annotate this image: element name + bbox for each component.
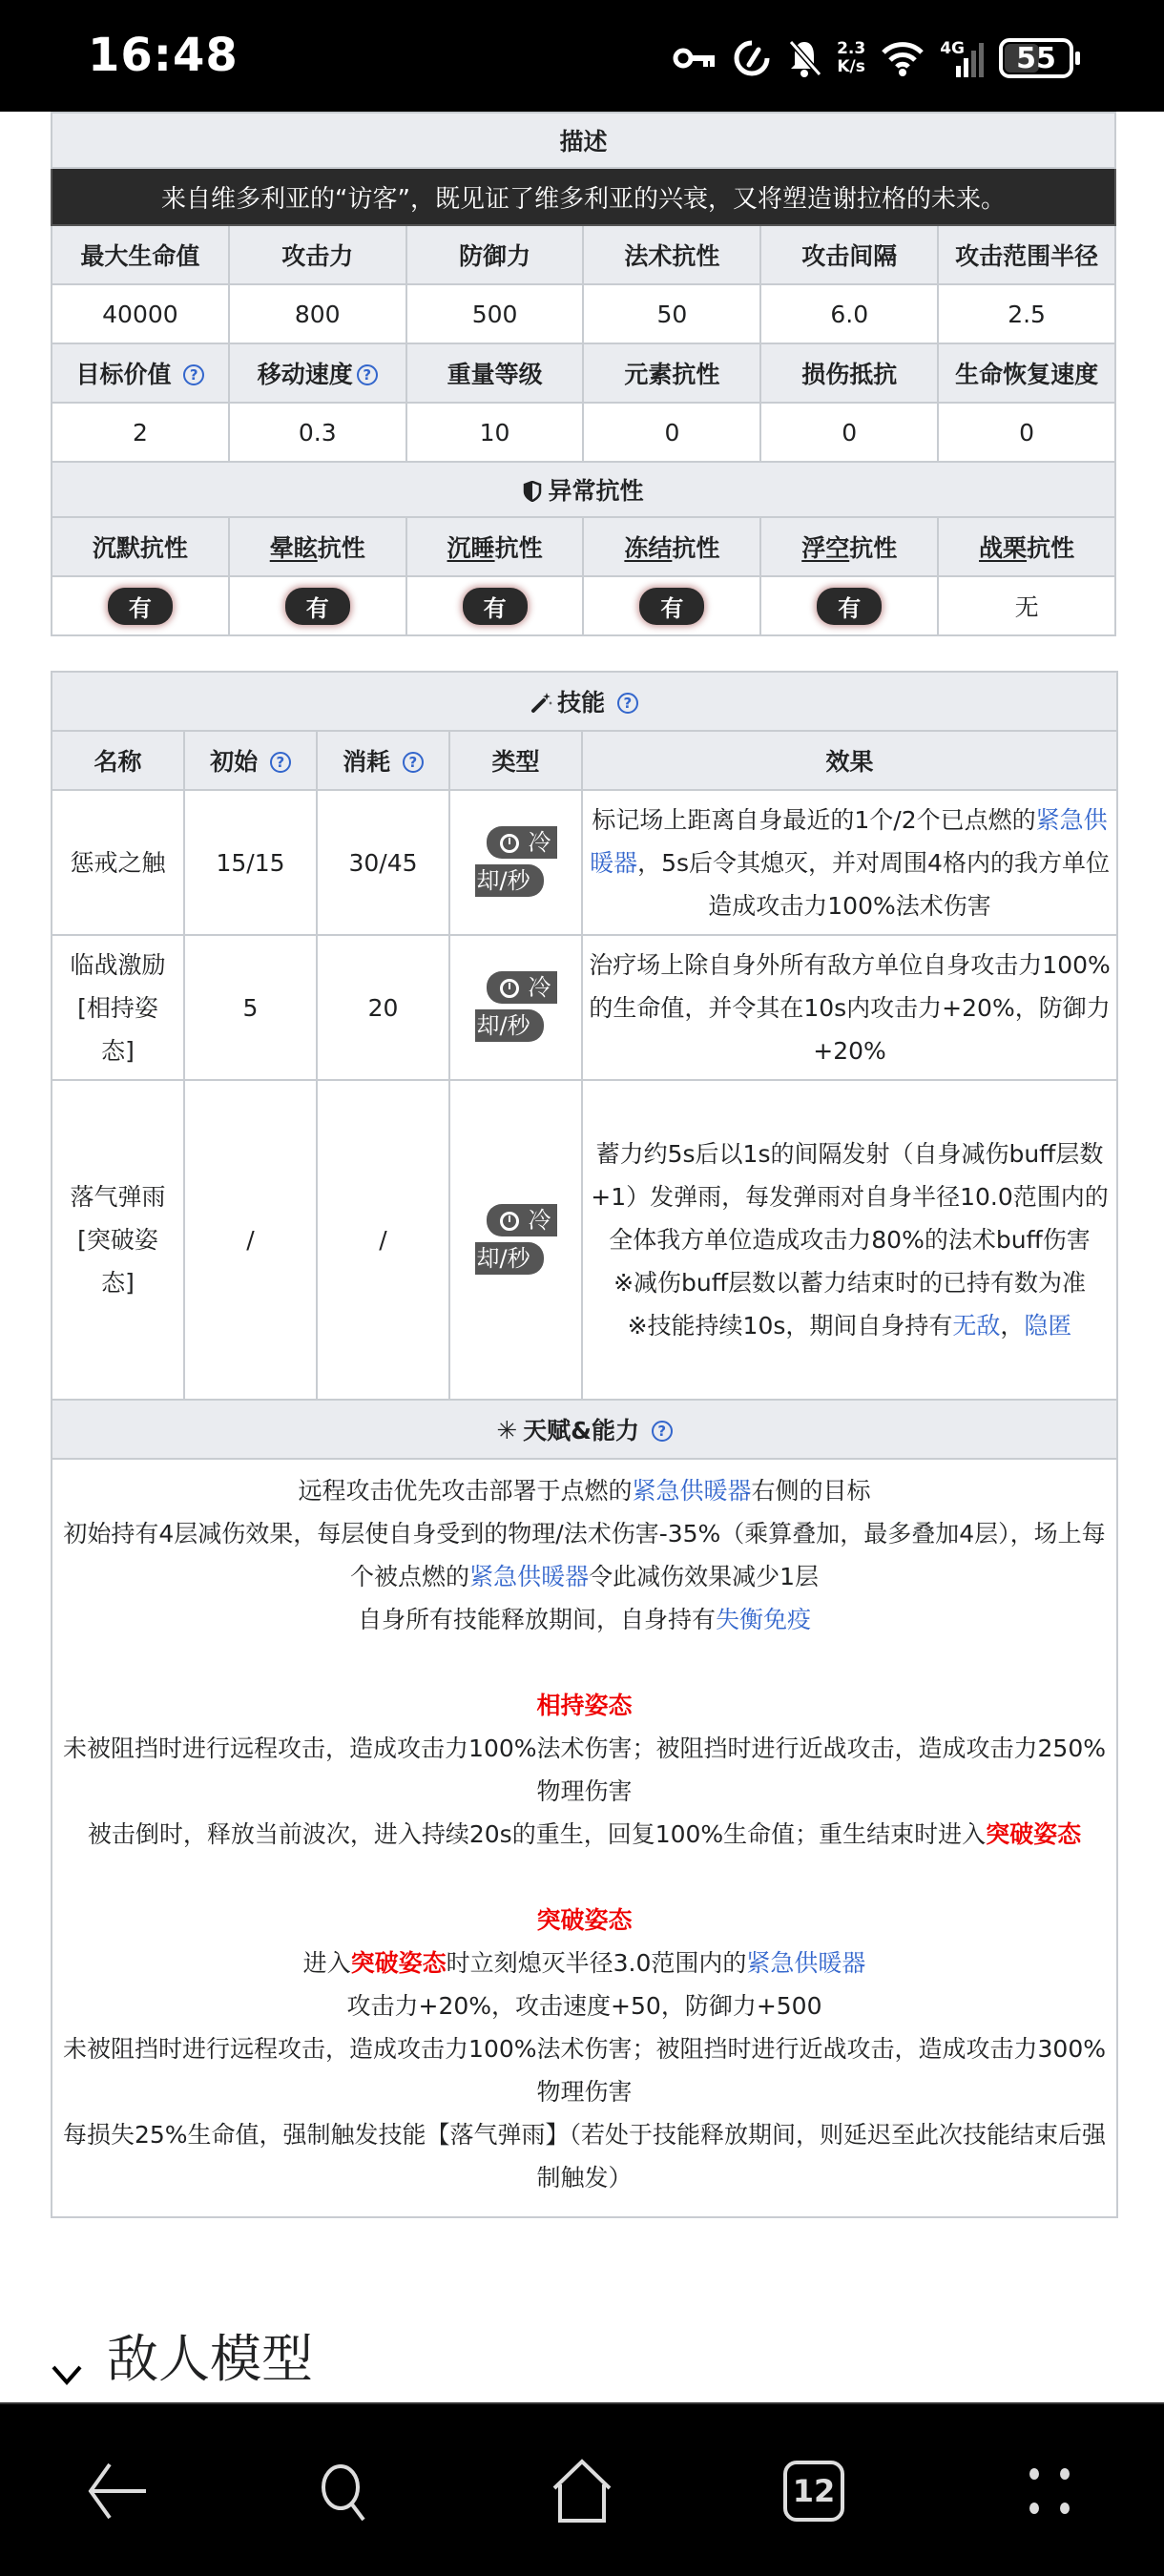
help-icon[interactable]: ? (357, 364, 378, 385)
skill-effect: 治疗场上除自身外所有敌方单位自身攻击力100%的生命值，并令其在10s内攻击力+20%，防御力+20% (582, 935, 1117, 1080)
table-row (52, 1080, 1117, 1400)
resist-header-freeze: 冻结抗性 (583, 517, 760, 576)
shield-icon (523, 481, 542, 502)
table-row (52, 935, 1117, 1080)
stat-value: 2 (52, 403, 229, 462)
help-icon[interactable]: ? (270, 752, 291, 773)
help-icon[interactable]: ? (403, 752, 424, 773)
stat-value: 800 (229, 284, 406, 343)
clock-icon (500, 1212, 519, 1231)
skill-type-badge: 冷 却/秒 (475, 968, 557, 1045)
clock: 16:48 (88, 29, 239, 82)
skill-name: 惩戒之触 (52, 790, 184, 935)
tabs-icon: 12 (783, 2461, 844, 2522)
column-header-initial: 初始 ? (184, 731, 317, 790)
section-enemy-model[interactable] (48, 2318, 313, 2392)
back-button[interactable] (78, 2458, 155, 2524)
skill-type-badge: 冷 却/秒 (475, 823, 557, 900)
stat-value: 40000 (52, 284, 229, 343)
stat-header: 生命恢复速度 (938, 343, 1115, 403)
search-button[interactable] (308, 2458, 385, 2524)
stance-title: 突破姿态 (536, 1906, 633, 1934)
net-speed: 2.3 K/s (837, 39, 866, 76)
status-bar (0, 0, 1164, 112)
column-header-cost: 消耗 ? (317, 731, 449, 790)
help-icon[interactable]: ? (652, 1421, 673, 1442)
skill-initial: / (184, 1080, 317, 1400)
stat-value: 0 (760, 403, 938, 462)
description-text: 来自维多利亚的“访客”，既见证了维多利亚的兴衰，又将塑造谢拉格的未来。 (52, 168, 1115, 225)
page-content (0, 112, 1164, 2218)
resist-header-stun: 晕眩抗性 (229, 517, 406, 576)
help-icon[interactable]: ? (183, 364, 204, 385)
stat-header: 元素抗性 (583, 343, 760, 403)
stat-header: 移动速度 ? (229, 343, 406, 403)
talents-header: ✳ 天赋&能力 ? (52, 1400, 1117, 1459)
home-icon (549, 2458, 615, 2524)
skill-cost: 30/45 (317, 790, 449, 935)
column-header-effect: 效果 (582, 731, 1117, 790)
data-saver-icon (732, 38, 772, 78)
table-row (52, 790, 1117, 935)
menu-dots-icon (1021, 2462, 1078, 2520)
resist-header-silence: 沉默抗性 (52, 517, 229, 576)
resist-badge: 有 (108, 588, 173, 625)
help-icon[interactable]: ? (617, 693, 638, 714)
skill-name: 临战激励[相持姿态] (52, 935, 184, 1080)
stat-value: 0 (938, 403, 1115, 462)
chevron-down-icon[interactable] (48, 2354, 86, 2392)
stat-header: 攻击力 (229, 225, 406, 284)
stealth-link[interactable]: 隐匿 (1024, 1312, 1072, 1340)
menu-button[interactable] (1011, 2458, 1088, 2524)
levitate-link[interactable]: 浮空 (801, 534, 850, 562)
fear-link[interactable]: 战栗 (979, 534, 1028, 562)
emergency-heater-link[interactable]: 紧急供暖器 (590, 805, 1108, 877)
asterisk-icon: ✳ (496, 1417, 518, 1445)
resist-badge: 有 (639, 588, 704, 625)
section-title: 敌人模型 (107, 2329, 313, 2389)
stats-table (51, 112, 1116, 636)
back-icon (83, 2461, 150, 2522)
skill-type-badge: 冷 却/秒 (475, 1201, 557, 1278)
signal-icon: 4G (940, 39, 984, 77)
search-icon (318, 2461, 375, 2522)
skill-name: 落气弹雨[突破姿态] (52, 1080, 184, 1400)
column-header-type: 类型 (449, 731, 582, 790)
stat-header: 防御力 (406, 225, 584, 284)
status-icons (673, 34, 1073, 82)
resist-header-levitate: 浮空抗性 (760, 517, 938, 576)
stat-value: 10 (406, 403, 584, 462)
stat-header: 损伤抵抗 (760, 343, 938, 403)
stat-value: 0.3 (229, 403, 406, 462)
stat-value: 2.5 (938, 284, 1115, 343)
stat-value: 500 (406, 284, 584, 343)
resist-badge: 有 (285, 588, 350, 625)
navigation-bar (0, 2402, 1164, 2576)
tabs-button[interactable] (776, 2458, 852, 2524)
wifi-icon (881, 39, 925, 77)
stat-header: 最大生命值 (52, 225, 229, 284)
battery-icon: 55 (999, 38, 1073, 78)
stat-header: 目标价值 ? (52, 343, 229, 403)
resist-header-sleep: 沉睡抗性 (406, 517, 584, 576)
key-icon (673, 44, 717, 73)
skill-effect: 蓄力约5s后以1s的间隔发射（自身减伤buff层数+1）发弹雨，每发弹雨对自身半径10.0范围内的全体我方单位造成攻击力80%的法术buff伤害 ※减伤buff层数以蓄力结束时的已持有数为准 ※技能持续10s，期间自身持有无敌，隐匿 (582, 1080, 1117, 1400)
stance-title: 相持姿态 (536, 1692, 633, 1719)
resistance-header: 异常抗性 (52, 462, 1115, 517)
skill-effect: 标记场上距离自身最近的1个/2个已点燃的紧急供暖器，5s后令其熄灭，并对周围4格内的我方单位造成攻击力100%法术伤害 (582, 790, 1117, 935)
stat-header: 攻击范围半径 (938, 225, 1115, 284)
column-header-name: 名称 (52, 731, 184, 790)
description-header: 描述 (52, 113, 1115, 168)
emergency-heater-link[interactable]: 紧急供暖器 (469, 1563, 590, 1590)
clock-icon (500, 979, 519, 998)
imbalance-immunity-link[interactable]: 失衡免疫 (716, 1606, 812, 1633)
resist-badge: 有 (817, 588, 882, 625)
skills-table (51, 671, 1118, 2218)
resist-header-fear: 战栗抗性 (938, 517, 1115, 576)
skill-initial: 5 (184, 935, 317, 1080)
skill-initial: 15/15 (184, 790, 317, 935)
emergency-heater-link[interactable]: 紧急供暖器 (746, 1949, 866, 1977)
clock-icon (500, 834, 519, 853)
stat-value: 0 (583, 403, 760, 462)
skill-cost: / (317, 1080, 449, 1400)
invincible-link[interactable]: 无敌 (952, 1312, 1001, 1340)
skill-cost: 20 (317, 935, 449, 1080)
stat-header: 重量等级 (406, 343, 584, 403)
home-button[interactable] (544, 2458, 620, 2524)
skills-header: 技能 ? (52, 672, 1117, 731)
magic-wand-icon (530, 691, 553, 714)
emergency-heater-link[interactable]: 紧急供暖器 (632, 1477, 752, 1505)
stat-header: 攻击间隔 (760, 225, 938, 284)
stat-header: 法术抗性 (583, 225, 760, 284)
stat-value: 6.0 (760, 284, 938, 343)
resist-badge: 有 (463, 588, 528, 625)
bell-muted-icon (787, 38, 821, 78)
stun-link[interactable]: 晕眩 (269, 534, 318, 562)
talents-body: 远程攻击优先攻击部署于点燃的紧急供暖器右侧的目标 初始持有4层减伤效果，每层使自身受到的物理/法术伤害-35%（乘算叠加，最多叠加4层），场上每个被点燃的紧急供暖器令此减伤效果减少1层 自身所有技能释放期间，自身持有失衡免疫 相持姿态 未被阻挡时进行远程攻击，造成攻击力100%法术伤害；被阻挡时进行近战攻击，造成攻击力250%物理伤害 被击倒时，释放当前波次，进入持续20s的重生，回复100%生命值；重生结束时进入突破姿态 突破姿态 进入突破姿态时立刻熄灭半径3.0范围内的紧急供暖器 攻击力+20%，攻击速度+50，防御力+500 未被阻挡时进行远程攻击，造成攻击力100%法术伤害；被阻挡时进行近战攻击，造成攻击力300%物理伤害 每损失25%生命值，强制触发技能【落气弹雨】（若处于技能释放期间，则延迟至此次技能结束后强制触发） (52, 1459, 1117, 2217)
resist-value: 无 (938, 576, 1115, 635)
sleep-link[interactable]: 沉睡 (447, 534, 495, 562)
stat-value: 50 (583, 284, 760, 343)
freeze-link[interactable]: 冻结 (624, 534, 673, 562)
